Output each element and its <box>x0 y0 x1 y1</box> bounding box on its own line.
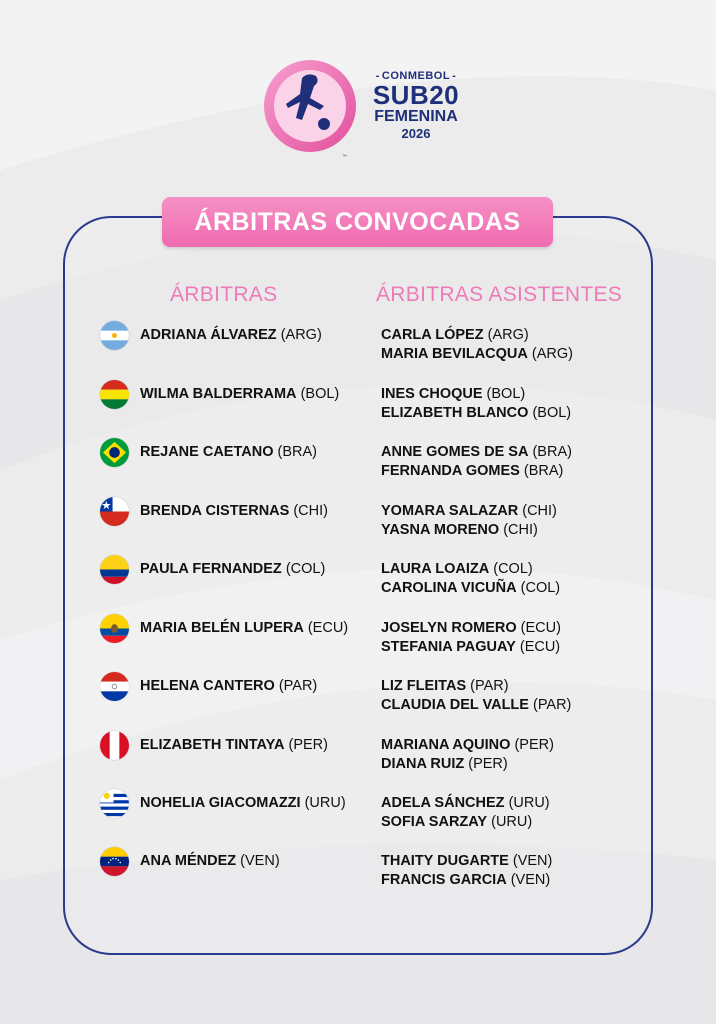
assistant-2-name: DIANA RUIZ <box>381 756 465 772</box>
referee-name-text: PAULA FERNANDEZ <box>140 561 282 577</box>
assistant-1-name: INES CHOQUE <box>381 386 483 402</box>
assistant-2-name: STEFANIA PAGUAY <box>381 639 516 655</box>
referee-name <box>140 853 280 869</box>
assistant-1 <box>381 619 561 638</box>
assistant-1-name: LAURA LOAIZA <box>381 561 490 577</box>
list-item <box>0 847 716 891</box>
assistant-2-country: (ECU) <box>519 639 561 655</box>
assistant-1 <box>381 560 533 579</box>
assistant-1-name: LIZ FLEITAS <box>381 678 467 694</box>
referee-name-text: HELENA CANTERO <box>140 678 275 694</box>
list-item <box>0 497 716 541</box>
assistant-1-country: (COL) <box>493 561 533 577</box>
assistant-2 <box>381 871 550 890</box>
assistant-2-country: (ARG) <box>531 346 574 362</box>
referee-name-text: NOHELIA GIACOMAZZI <box>140 795 301 811</box>
assistant-1-name: THAITY DUGARTE <box>381 853 509 869</box>
assistant-2-country: (URU) <box>491 814 533 830</box>
assistant-1 <box>381 677 509 696</box>
assistant-1-country: (CHI) <box>522 503 557 519</box>
assistant-2-name: FRANCIS GARCIA <box>381 872 507 888</box>
referee-name <box>140 386 339 402</box>
trademark: ™ <box>342 154 347 160</box>
assistant-2 <box>381 462 563 481</box>
logo-title: SUB20 <box>372 80 460 110</box>
referee-name-text: MARIA BELÉN LUPERA <box>140 620 304 636</box>
paraguay-flag-icon <box>100 672 129 701</box>
assistant-1-country: (PER) <box>514 737 554 753</box>
referee-name-text: ELIZABETH TINTAYA <box>140 737 285 753</box>
referee-name-text: WILMA BALDERRAMA <box>140 386 297 402</box>
list-item <box>0 614 716 658</box>
list-item <box>0 438 716 482</box>
assistant-2-country: (PAR) <box>532 697 572 713</box>
list-item <box>0 555 716 599</box>
referee-name-text: BRENDA CISTERNAS <box>140 503 290 519</box>
referees-column-header: ÁRBITRAS <box>170 283 278 306</box>
referee-name <box>140 620 348 636</box>
referee-country: (COL) <box>285 561 326 577</box>
assistant-2-name: YASNA MORENO <box>381 522 500 538</box>
assistant-2 <box>381 404 571 423</box>
assistant-1-country: (BRA) <box>532 444 572 460</box>
referee-name <box>140 561 325 577</box>
list-item <box>0 731 716 775</box>
assistant-1 <box>381 443 572 462</box>
referee-name <box>140 678 317 694</box>
list-item <box>0 789 716 833</box>
assistant-1-name: CARLA LÓPEZ <box>381 327 484 343</box>
assistant-1-country: (URU) <box>508 795 550 811</box>
assistant-1 <box>381 385 525 404</box>
assistant-2-country: (CHI) <box>503 522 538 538</box>
logo-subtitle: FEMENINA <box>374 108 458 125</box>
logo-year: 2026 <box>401 126 431 141</box>
referee-name <box>140 503 328 519</box>
assistants-column-header: ÁRBITRAS ASISTENTES <box>376 283 623 306</box>
assistant-1-country: (ARG) <box>487 327 529 343</box>
logo-brand: - CONMEBOL - <box>370 70 462 82</box>
assistant-2-country: (COL) <box>520 580 561 596</box>
logo-wordmark <box>370 70 462 142</box>
venezuela-flag-icon <box>100 847 129 876</box>
referee-country: (VEN) <box>240 853 280 869</box>
assistant-1-name: YOMARA SALAZAR <box>381 503 519 519</box>
assistant-2-name: SOFIA SARZAY <box>381 814 488 830</box>
list-item <box>0 672 716 716</box>
assistant-2 <box>381 521 538 540</box>
referee-name <box>140 327 322 343</box>
assistant-2-country: (BRA) <box>523 463 564 479</box>
ecuador-flag-icon <box>100 614 129 643</box>
bolivia-flag-icon <box>100 380 129 409</box>
assistant-2-name: FERNANDA GOMES <box>381 463 520 479</box>
assistant-1-country: (VEN) <box>512 853 553 869</box>
assistant-2-name: ELIZABETH BLANCO <box>381 405 529 421</box>
referee-name-text: ANA MÉNDEZ <box>140 853 237 869</box>
assistant-1-country: (BOL) <box>486 386 526 402</box>
referee-country: (ARG) <box>280 327 322 343</box>
referee-name-text: REJANE CAETANO <box>140 444 274 460</box>
assistant-1-name: MARIANA AQUINO <box>381 737 511 753</box>
list-item <box>0 380 716 424</box>
assistant-2-country: (BOL) <box>532 405 572 421</box>
assistant-1 <box>381 502 557 521</box>
assistant-2-country: (PER) <box>468 756 508 772</box>
referee-country: (URU) <box>304 795 346 811</box>
referee-country: (BRA) <box>277 444 317 460</box>
banner-title: ÁRBITRAS CONVOCADAS <box>162 197 553 247</box>
assistant-1-name: JOSELYN ROMERO <box>381 620 517 636</box>
argentina-flag-icon <box>100 321 129 350</box>
assistant-1 <box>381 326 529 345</box>
player-emblem-icon <box>262 58 358 154</box>
assistant-1-name: ADELA SÁNCHEZ <box>381 795 505 811</box>
assistant-1-name: ANNE GOMES DE SA <box>381 444 529 460</box>
referee-country: (CHI) <box>293 503 328 519</box>
peru-flag-icon <box>100 731 129 760</box>
referee-country: (PAR) <box>278 678 318 694</box>
assistant-2 <box>381 579 560 598</box>
referee-name <box>140 737 328 753</box>
assistant-1-country: (ECU) <box>520 620 561 636</box>
assistant-1 <box>381 794 550 813</box>
referee-name-text: ADRIANA ÁLVAREZ <box>140 327 277 343</box>
assistant-2-country: (VEN) <box>510 872 551 888</box>
conmebol-sub20-logo <box>262 58 462 162</box>
assistant-1-country: (PAR) <box>470 678 509 694</box>
assistant-2-name: CAROLINA VICUÑA <box>381 580 517 596</box>
assistant-2-name: MARIA BEVILACQUA <box>381 346 528 362</box>
referee-country: (BOL) <box>300 386 340 402</box>
brazil-flag-icon <box>100 438 129 467</box>
assistant-2-name: CLAUDIA DEL VALLE <box>381 697 529 713</box>
assistant-2 <box>381 638 560 657</box>
referee-name <box>140 795 346 811</box>
assistant-1 <box>381 736 554 755</box>
referee-name <box>140 444 317 460</box>
chile-flag-icon <box>100 497 129 526</box>
assistant-2 <box>381 755 508 774</box>
assistant-1 <box>381 852 552 871</box>
assistant-2 <box>381 696 571 715</box>
assistant-2 <box>381 345 573 364</box>
referee-country: (ECU) <box>307 620 349 636</box>
list-item <box>0 321 716 365</box>
referee-country: (PER) <box>288 737 328 753</box>
uruguay-flag-icon <box>100 789 129 818</box>
assistant-2 <box>381 813 532 832</box>
colombia-flag-icon <box>100 555 129 584</box>
